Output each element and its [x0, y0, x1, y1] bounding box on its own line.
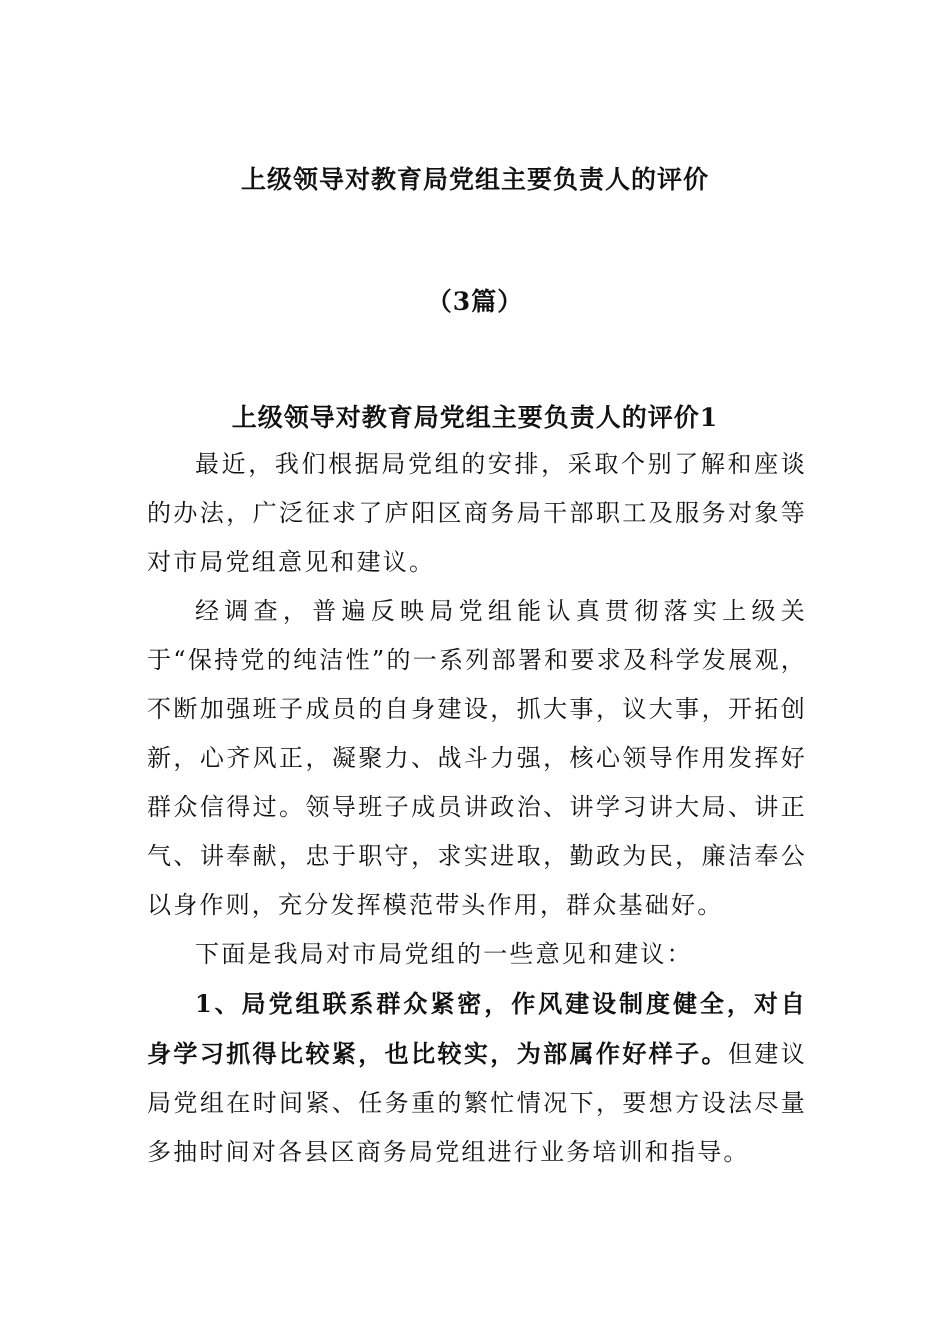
paragraph-4-text: 但建议局党组在时间紧、任务重的繁忙情况下，要想方设法尽量多抽时间对各县区商务局党组进行业务培训和指导。 [147, 1040, 807, 1166]
paragraph-3: 下面是我局对市局党组的一些意见和建议： [195, 940, 693, 968]
document-count-label: （3篇） [426, 287, 524, 316]
paragraph-2: 经调查，普遍反映局党组能认真贯彻落实上级关于“保持党的纯洁性”的一系列部署和要求及科学发展观，不断加强班子成员的自身建设，抓大事，议大事，开拓创新，心齐风正，凝聚力、战斗力强，核心领导作用发挥好群众信得过。领导班子成员讲政治、讲学习讲大局、讲正气、讲奉献，忠于职守，求实进取，勤政为民，廉洁奉公以身作则，充分发挥模范带头作用，群众基础好。 [147, 597, 807, 919]
section-title: 上级领导对教育局党组主要负责人的评价1 [231, 403, 719, 432]
paragraph-1: 最近，我们根据局党组的安排，采取个别了解和座谈的办法，广泛征求了庐阳区商务局干部职工及服务对象等对市局党组意见和建议。 [147, 450, 807, 576]
paragraph-4 [147, 979, 807, 1177]
document-body [147, 440, 807, 1177]
paragraph-4-bold-lead: 1、局党组联系群众紧密，作风建设制度健全，对自身学习抓得比较紧，也比较实，为部属作好样子。 [147, 989, 807, 1068]
document-title: 上级领导对教育局党组主要负责人的评价 [240, 165, 709, 194]
